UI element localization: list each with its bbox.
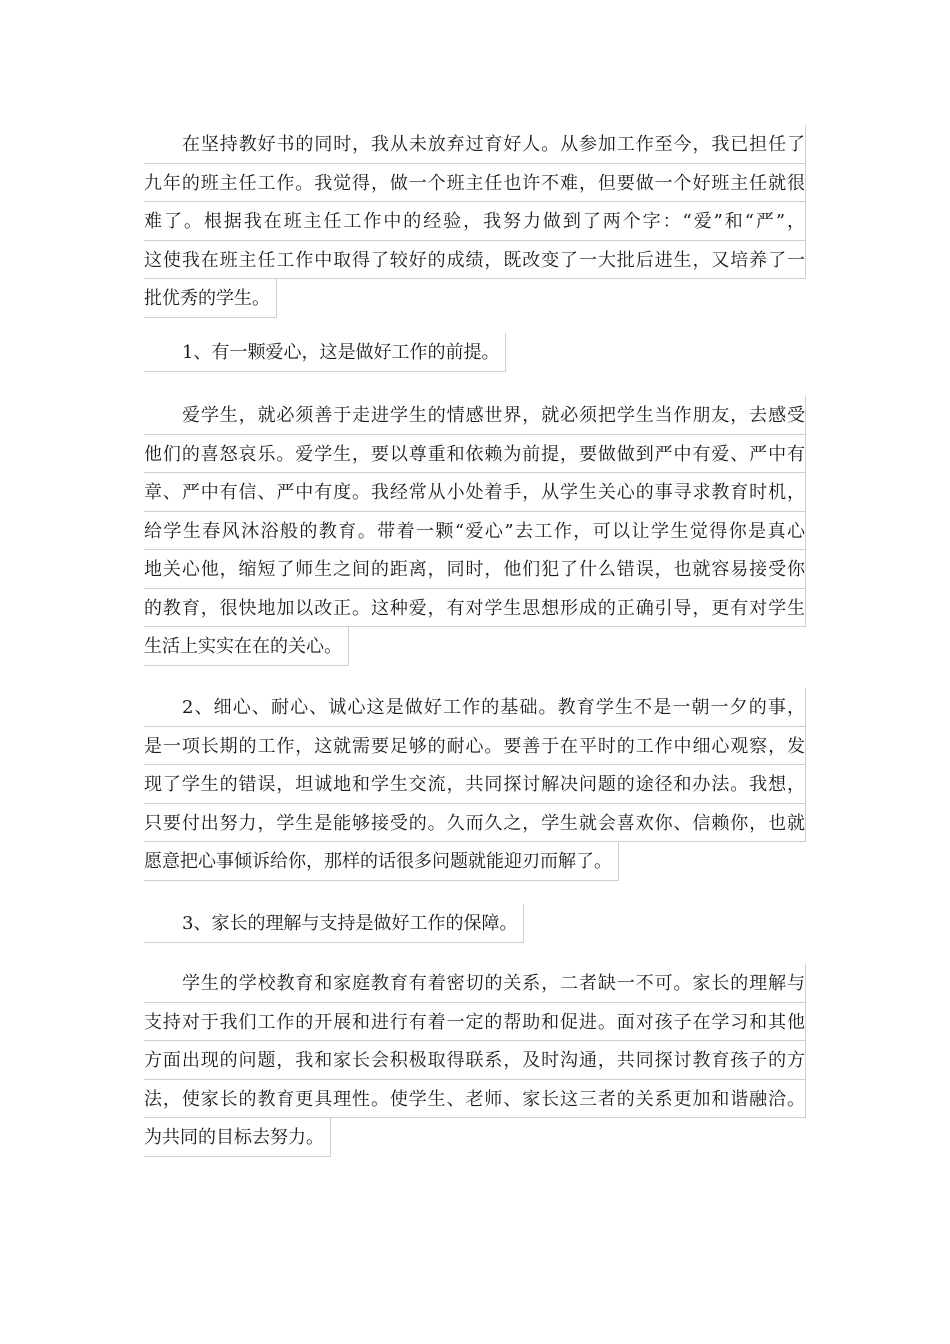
text-line: 为共同的目标去努力。 — [144, 1118, 331, 1157]
text-line: 学生的学校教育和家庭教育有着密切的关系，二者缺一不可。家长的理解与 — [144, 964, 806, 1003]
text-line: 这使我在班主任工作中取得了较好的成绩，既改变了一大批后进生，又培养了一 — [144, 241, 806, 280]
heading-text: 1、有一颗爱心，这是做好工作的前提。 — [144, 333, 506, 372]
section-heading-1 — [144, 333, 806, 372]
text-line: 九年的班主任工作。我觉得，做一个班主任也许不难，但要做一个好班主任就很 — [144, 164, 806, 203]
text-line: 爱学生，就必须善于走进学生的情感世界，就必须把学生当作朋友，去感受 — [144, 396, 806, 435]
text-line: 是一项长期的工作，这就需要足够的耐心。要善于在平时的工作中细心观察，发 — [144, 727, 806, 766]
paragraph-love — [144, 396, 806, 666]
heading-text: 3、家长的理解与支持是做好工作的保障。 — [144, 904, 524, 943]
text-line: 批优秀的学生。 — [144, 279, 277, 318]
text-line: 他们的喜怒哀乐。爱学生，要以尊重和依赖为前提，要做做到严中有爱、严中有 — [144, 435, 806, 474]
paragraph-parents — [144, 964, 806, 1157]
text-line: 只要付出努力，学生是能够接受的。久而久之，学生就会喜欢你、信赖你，也就 — [144, 804, 806, 843]
text-line: 给学生春风沐浴般的教育。带着一颗“爱心”去工作，可以让学生觉得你是真心 — [144, 512, 806, 551]
text-line: 生活上实实在在的关心。 — [144, 627, 349, 666]
paragraph-patience — [144, 688, 806, 881]
text-line: 难了。根据我在班主任工作中的经验，我努力做到了两个字：“爱”和“严”， — [144, 202, 806, 241]
section-heading-3 — [144, 904, 806, 943]
paragraph-intro — [144, 125, 806, 318]
text-line: 支持对于我们工作的开展和进行有着一定的帮助和促进。面对孩子在学习和其他 — [144, 1003, 806, 1042]
text-line: 方面出现的问题，我和家长会积极取得联系，及时沟通，共同探讨教育孩子的方 — [144, 1041, 806, 1080]
text-line: 的教育，很快地加以改正。这种爱，有对学生思想形成的正确引导，更有对学生 — [144, 589, 806, 628]
text-line: 法，使家长的教育更具理性。使学生、老师、家长这三者的关系更加和谐融洽。 — [144, 1080, 806, 1119]
text-line: 章、严中有信、严中有度。我经常从小处着手，从学生关心的事寻求教育时机， — [144, 473, 806, 512]
text-line: 在坚持教好书的同时，我从未放弃过育好人。从参加工作至今，我已担任了 — [144, 125, 806, 164]
text-line: 地关心他，缩短了师生之间的距离，同时，他们犯了什么错误，也就容易接受你 — [144, 550, 806, 589]
text-line: 愿意把心事倾诉给你，那样的话很多问题就能迎刃而解了。 — [144, 842, 619, 881]
text-line: 2、细心、耐心、诚心这是做好工作的基础。教育学生不是一朝一夕的事， — [144, 688, 806, 727]
text-line: 现了学生的错误，坦诚地和学生交流，共同探讨解决问题的途径和办法。我想， — [144, 765, 806, 804]
